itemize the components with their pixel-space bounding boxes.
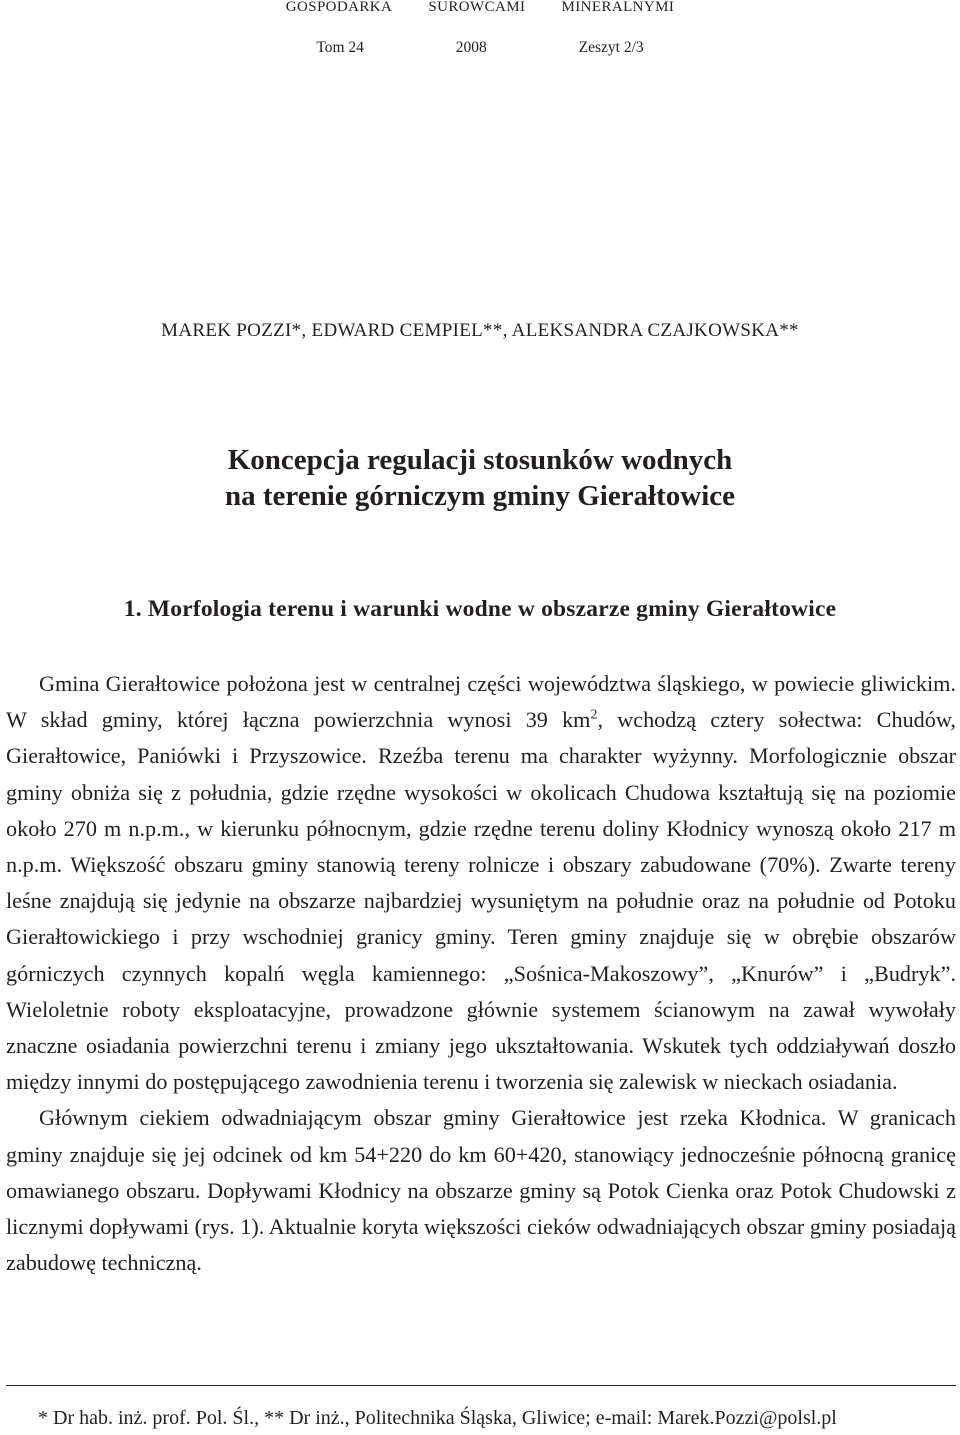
running-head-word-3: MINERALNYMI [561,0,675,15]
volume: Tom 24 [316,39,364,56]
superscript: 2 [590,707,598,723]
paragraph-1 [6,666,956,1100]
running-head [0,0,960,14]
title-line-1: Koncepcja regulacji stosunków wodnych [227,444,733,476]
running-head-word-1: GOSPODARKA [285,0,393,15]
authors: MAREK POZZI*, EDWARD CEMPIEL**, ALEKSANDRA CZAJKOWSKA** [161,320,799,341]
paragraph-1-part-2: , wchodzą cztery sołectwa: Chudów, Gierałtowice, Paniówki i Przyszowice. Rzeźba terenu ma charakter wyżynny. Morfologicznie obszar gminy obniża się z południa, gdzie rzędne wysokości w okolicach Chudowa kształtują się na poziomie około 270 m n.p.m., w kierunku północnym, gdzie rzędne terenu doliny Kłodnicy wynoszą około 217 m n.p.m. Większość obszaru gminy stanowią tereny rolnicze i obszary zabudowane (70%). Zwarte tereny leśne znajdują się jedynie na obszarze najbardziej wysuniętym na południe oraz na południe od Potoku Gierałtowickiego i przy wschodniej granicy gminy. Teren gminy znajduje się w obrębie obszarów górniczych czynnych kopalń węgla kamiennego: „Sośnica-Makoszowy”, „Knurów” i „Budryk”. Wieloletnie roboty eksploatacyjne, prowadzone głównie systemem ścianowym na zawał wywołały znaczne osiadania powierzchni terenu i zmiany jego ukształtowania. Wskutek tych oddziaływań doszło między innymi do postępującego zawodnienia terenu i tworzenia się zalewisk w nieckach osiadania. [6,707,956,1095]
footnote-divider [6,1385,956,1386]
footnote: * Dr hab. inż. prof. Pol. Śl., ** Dr inż., Politechnika Śląska, Gliwice; e-mail: Marek.Pozzi@polsl.pl [38,1407,837,1429]
section-heading: 1. Morfologia terenu i warunki wodne w obszarze gminy Gierałtowice [123,596,837,622]
issue-number: Zeszyt 2/3 [578,39,644,56]
title-line-2: na terenie górniczym gminy Gierałtowice [224,480,736,512]
paragraph-2: Głównym ciekiem odwadniającym obszar gminy Gierałtowice jest rzeka Kłodnica. W granicach gminy znajduje się jej odcinek od km 54+220 do km 60+420, stanowiący jednocześnie północną granicę omawianego obszaru. Dopływami Kłodnicy na obszarze gminy są Potok Cienka oraz Potok Chudowski z licznymi dopływami (rys. 1). Aktualnie koryta większości cieków odwadniających obszar gminy posiadają zabudowę techniczną. [6,1105,956,1276]
year: 2008 [455,39,487,56]
running-head-word-2: SUROWCAMI [428,0,526,15]
article-title [0,442,960,514]
issue-line [0,38,960,58]
paragraph-1-part-1: Gmina Gierałtowice położona jest w centralnej części województwa śląskiego, w powiecie gliwickim. W skład gminy, której łączna powierzchnia wynosi 39 km [6,671,956,733]
body-text [6,666,956,1281]
